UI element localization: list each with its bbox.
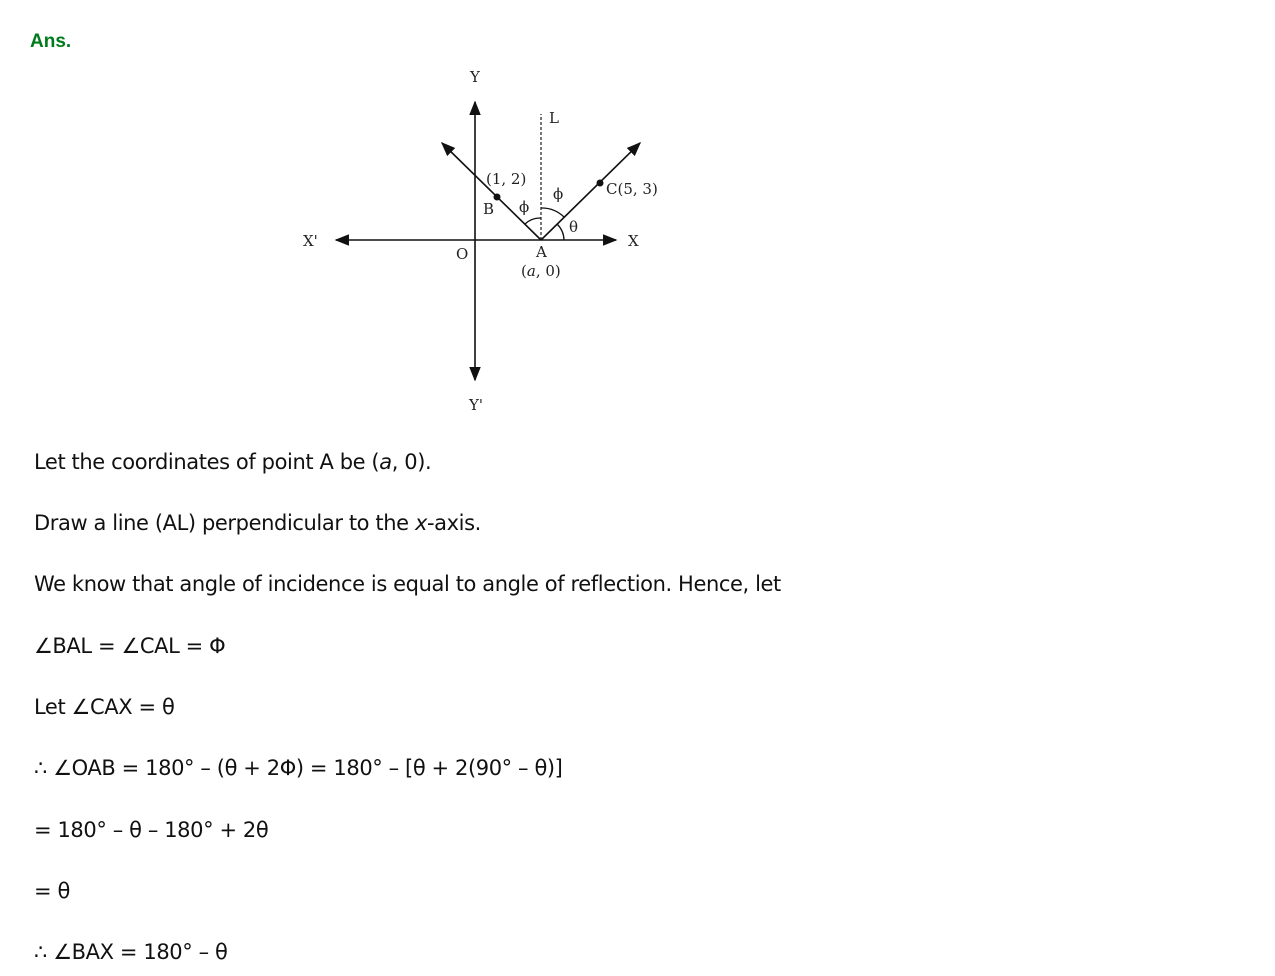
text-line-1-post: , 0). [391,450,432,474]
equation-bax: ∴ ∠BAX = 180° – θ [34,940,228,964]
text-line-2-var: x [414,511,427,535]
point-b [494,194,501,201]
label-x: X [628,232,639,250]
answer-heading: Ans. [30,31,72,52]
label-phi-left: ϕ [519,198,530,216]
text-line-2-pre: Draw a line (AL) perpendicular to the [34,511,415,535]
reflection-diagram [290,62,690,422]
equation-cax: Let ∠CAX = θ [34,695,175,719]
text-line-2-post: -axis. [426,511,481,535]
angle-arc-phi-right [541,208,564,217]
label-y-prime: Y' [469,396,484,414]
label-l: L [549,109,559,127]
label-b: B [483,200,495,218]
label-c: C(5, 3) [606,180,658,198]
angle-arc-phi-left [525,218,541,224]
text-line-3: We know that angle of incidence is equal to angle of reflection. Hence, let [34,572,781,596]
equation-oab: ∴ ∠OAB = 180° – (θ + 2Φ) = 180° – [θ + 2(90° – θ)] [34,756,563,780]
incident-ray [442,143,541,240]
equation-step-1: = 180° – θ – 180° + 2θ [34,818,269,842]
label-a-coords: (a, 0) [521,262,561,280]
label-theta: θ [569,218,579,236]
label-origin: O [456,245,469,263]
text-line-1 [34,450,431,474]
diagram-svg [290,62,690,422]
text-line-1-var: a [379,450,392,474]
label-a-coords-var: a [526,262,536,280]
equation-bal-cal: ∠BAL = ∠CAL = Φ [34,634,226,658]
label-a: A [536,243,547,261]
point-c [597,180,604,187]
angle-arc-theta [557,224,564,240]
label-y: Y [470,68,480,86]
text-line-2 [34,511,481,535]
label-phi-right: ϕ [553,185,564,203]
equation-step-2: = θ [34,879,70,903]
label-x-prime: X' [303,232,318,250]
label-b-coords: (1, 2) [486,170,527,188]
text-line-1-pre: Let the coordinates of point A be ( [34,450,380,474]
